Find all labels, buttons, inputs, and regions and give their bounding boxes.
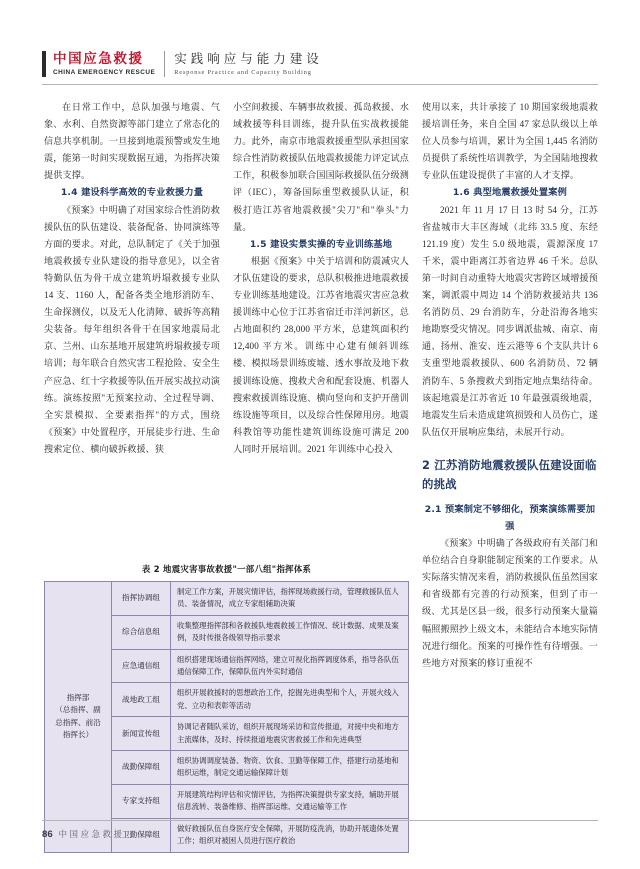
table-cell-group: 专家支持组 [112, 784, 171, 818]
page-number: 86 [42, 828, 53, 840]
table-cell-duty: 做好救援队伍自身医疗安全保障，开展防疫洗消，协助开展遗体处置工作；组织对被困人员进行医疗救治 [171, 818, 409, 852]
hq-line: 指挥部 [66, 692, 90, 702]
table-body [45, 582, 409, 853]
footer-journal-title: 中国应急救援 [58, 829, 125, 839]
masthead-accent-bar [42, 51, 46, 77]
heading-2: 2 江苏消防地震救援队伍建设面临的挑战 [422, 457, 597, 491]
masthead-brand-cn: 中国应急救援 [53, 51, 144, 67]
heading-1-4: 1.4 建设科学高效的专业救援力量 [60, 187, 204, 199]
header-rule [42, 84, 598, 85]
hq-line: 总指挥、前沿 [55, 717, 101, 727]
heading-1-6: 1.6 典型地震救援处置案例 [452, 187, 568, 199]
table-cell-group: 应急通信组 [112, 649, 171, 683]
heading-2-1: 2.1 预案制定不够细化，预案演练需要加强 [424, 503, 596, 532]
text-column-2 [233, 99, 409, 458]
table-cell-group: 新闻宣传组 [112, 717, 171, 751]
table-cell-group: 指挥协调组 [112, 582, 171, 616]
table-cell-group: 战勤保障组 [112, 751, 171, 785]
table-cell-duty: 组织开展救援时的思想政治工作，挖掘先进典型和个人，开展火线入党、立功和表彰等活动 [171, 683, 409, 717]
masthead-subtitle [174, 51, 323, 77]
paragraph: 《预案》中明确了对国家综合性消防救援队伍的队伍建设、装备配备、协同演练等方面的要求。对此，总队制定了《关于加强地震救援专业队建设的指导意见》，以全省特勤队伍为骨干成立建筑坍塌救援专业队 14 支、1160 人，配备各类全地形消防车、生命探测仪，以及无人化清障、破拆等高精尖装备。每年组织各骨干在国家地震局北京、兰州、山东基地开展建筑坍塌救援专项培训；每年联合自然灾害工程抢险、安全生产应急、红十字救援等队伍开展实战拉动演练。演练按照"无预案拉动、全过程导调、全实景模拟、全要素指挥"的方式，围绕《预案》中处置程序，开展徒步行进、生命搜索定位、横向破拆救援、狭 [44, 204, 220, 454]
paragraph: 《预案》中明确了各级政府有关部门和单位结合自身职能制定预案的工作要求。从实际落实情况来看，消防救援队伍虽然国家和省级都有完善的行动预案，但到了市一级、尤其是区县一级，很多行动预案大量篇幅照搬照抄上级文本，未能结合本地实际情况进行细化。预案的可操作性有待增强。一些地方对预案的修订重视不 [422, 538, 598, 668]
spacer [422, 494, 598, 501]
paragraph: 根据《预案》中关于培训和防震减灾人才队伍建设的要求，总队积极推进地震救援专业训练基地建设。江苏省地震灾害应急救援训练中心位于江苏省宿迁市洋河新区，总占地面积约 28,000 平方米，总建筑面积约 12,400 平方米。训练中心建有倾斜训练楼、模拟场景训练废墟、透水事故及地下救援训练设施、搜救犬舍和配套设施、机器人搜索救援训练设施、横向竖向和支护开凿训练设施等项目，以及综合性保障用房。地震科教馆等功能性建筑训练设施可满足 200 人同时开展培训。2021 年训练中心投入 [233, 255, 409, 454]
masthead [42, 47, 323, 77]
masthead-brand-en: CHINA EMERGENCY RESCUE [53, 69, 156, 76]
table-row [45, 582, 409, 616]
table-caption: 表 2 地震灾害事故救援"一部八组"指挥体系 [141, 564, 312, 574]
table-cell-group: 卫勤保障组 [112, 818, 171, 852]
command-system-table [44, 581, 409, 853]
paragraph: 2021 年 11 月 17 日 13 时 54 分，江苏省盐城市大丰区海域（北纬 33.5 度、东经 121.19 度）发生 5.0 级地震，震源深度 17 千米，震中距离江苏省边界 46 千米。总队第一时间自动重特大地震灾害跨区域增援预案，调派震中周边 14 个消防救援站共 136 名消防员、29 台消防车，分赴沿海各地实地勘察受灾情况。同步调派盐城、南京、南通、扬州、淮安、连云港等 6 个支队共计 6 支重型地震救援队、600 名消防员、72 辆消防车、5 条搜救犬到指定地点集结待命。该起地震是江苏省近 10 年最强震级地震，地震发生后未造成建筑损毁和人员伤亡，遂队伍仅开展响应集结，未展开行动。 [422, 204, 598, 437]
table-block [44, 563, 409, 853]
table-cell-duty: 组织协调调度装备、物资、饮食、卫勤等保障工作，搭建行动基地和组织运维，制定交通运输保障计划 [171, 751, 409, 785]
masthead-brand [53, 52, 155, 77]
table-cell-group: 综合信息组 [112, 615, 171, 649]
text-column-3 [422, 99, 598, 672]
table-cell-duty: 组织搭建现场通信指挥网络，建立可视化指挥调度体系，指导各队伍通信保障工作，保障队伍内外实时通信 [171, 649, 409, 683]
text-column-1 [44, 99, 220, 458]
spacer [422, 441, 598, 456]
masthead-subtitle-en: Response Practice and Capacity Building [174, 69, 312, 76]
table-cell-group: 战地政工组 [112, 683, 171, 717]
table-cell-duty: 收集整理指挥部和各救援队地震救援工作情况、统计数据、成果及案例，及时传报各级领导指示要求 [171, 615, 409, 649]
masthead-subtitle-cn: 实践响应与能力建设 [174, 51, 323, 66]
paragraph: 使用以来，共计承接了 10 期国家级地震救援培训任务，来自全国 47 家总队级以上单位人员参与培训，累计为全国 1,445 名消防员提供了系统性培训教学，为全国陆地搜救专业队伍建设提供了丰富的人才支撑。 [422, 102, 598, 181]
masthead-divider [164, 51, 165, 77]
hq-line: 指挥长） [62, 730, 94, 740]
table-cell-headquarters [45, 582, 112, 853]
footer-rule [42, 820, 598, 821]
paragraph: 在日常工作中，总队加强与地震、气象、水利、自然资源等部门建立了常态化的信息共享机制。一旦接到地震预警或发生地震，能第一时间实现数据互通，为指挥决策提供支撑。 [44, 102, 220, 181]
table-cell-duty: 制定工作方案，开展灾情评估，指挥现场救援行动，管理救援队伍人员、装备情况，成立专家组辅助决策 [171, 582, 409, 616]
paragraph: 小空间救援、车辆事故救援、孤岛救援、水域救援等科目训练，提升队伍实战救援能力。此外，南京市地震救援重型队承担国家综合性消防救援队伍地震救援能力评定试点工作，积极参加联合国国际救援队伍分级测评（IEC），筹备国际重型救援队认证，积极打造江苏省地震救援"尖刀"和"拳头"力量。 [233, 102, 409, 232]
heading-1-5: 1.5 建设实景实操的专业训练基地 [249, 238, 393, 250]
table-cell-duty: 协调记者随队采访，组织开展现场采访和宣传报道，对接中央和地方主流媒体，及时、持续报道地震灾害救援工作和先进典型 [171, 717, 409, 751]
hq-line: （总指挥、副 [55, 705, 101, 715]
table-cell-duty: 开展建筑结构评估和灾情评估，为指挥决策提供专家支持，辅助开展信息流转、装备维修、指挥部运维、交通运输等工作 [171, 784, 409, 818]
page-footer [42, 828, 125, 840]
